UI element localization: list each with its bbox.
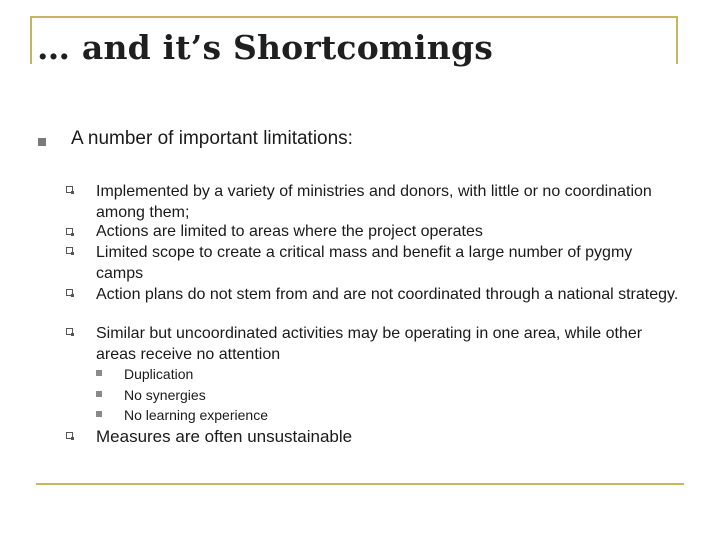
sub-bullet-text: Action plans do not stem from and are not coordinated through a national strategy. (96, 286, 679, 303)
nested-bullet-text: Duplication (124, 366, 194, 382)
hollow-square-bullet-icon (66, 247, 73, 254)
square-bullet-icon (96, 411, 102, 417)
nested-bullet-text: No learning experience (124, 407, 268, 423)
square-bullet-icon (38, 138, 46, 146)
hollow-square-bullet-icon (66, 228, 73, 235)
title-frame-left-rule (30, 16, 32, 64)
square-bullet-icon (96, 391, 102, 397)
bottom-divider (36, 483, 684, 485)
sub-bullet-text: Implemented by a variety of ministries and donors, with little or no coordination among them; (96, 183, 652, 221)
hollow-square-bullet-icon (66, 432, 73, 439)
slide-title: … and it’s Shortcomings (37, 28, 494, 67)
sub-bullet-text: Measures are often unsustainable (96, 427, 353, 446)
title-frame-right-rule (676, 16, 678, 64)
sub-bullet-text: Limited scope to create a critical mass and benefit a large number of pygmy camps (96, 244, 633, 282)
sub-bullet-text: Actions are limited to areas where the project operates (96, 223, 483, 240)
main-bullet-text: A number of important limitations: (71, 128, 353, 149)
hollow-square-bullet-icon (66, 186, 73, 193)
square-bullet-icon (96, 370, 102, 376)
hollow-square-bullet-icon (66, 328, 73, 335)
sub-bullet-text: Similar but uncoordinated activities may be operating in one area, while other areas receive no attention (96, 325, 643, 363)
hollow-square-bullet-icon (66, 289, 73, 296)
nested-bullet-text: No synergies (124, 387, 206, 403)
title-frame-top-rule (30, 16, 678, 18)
